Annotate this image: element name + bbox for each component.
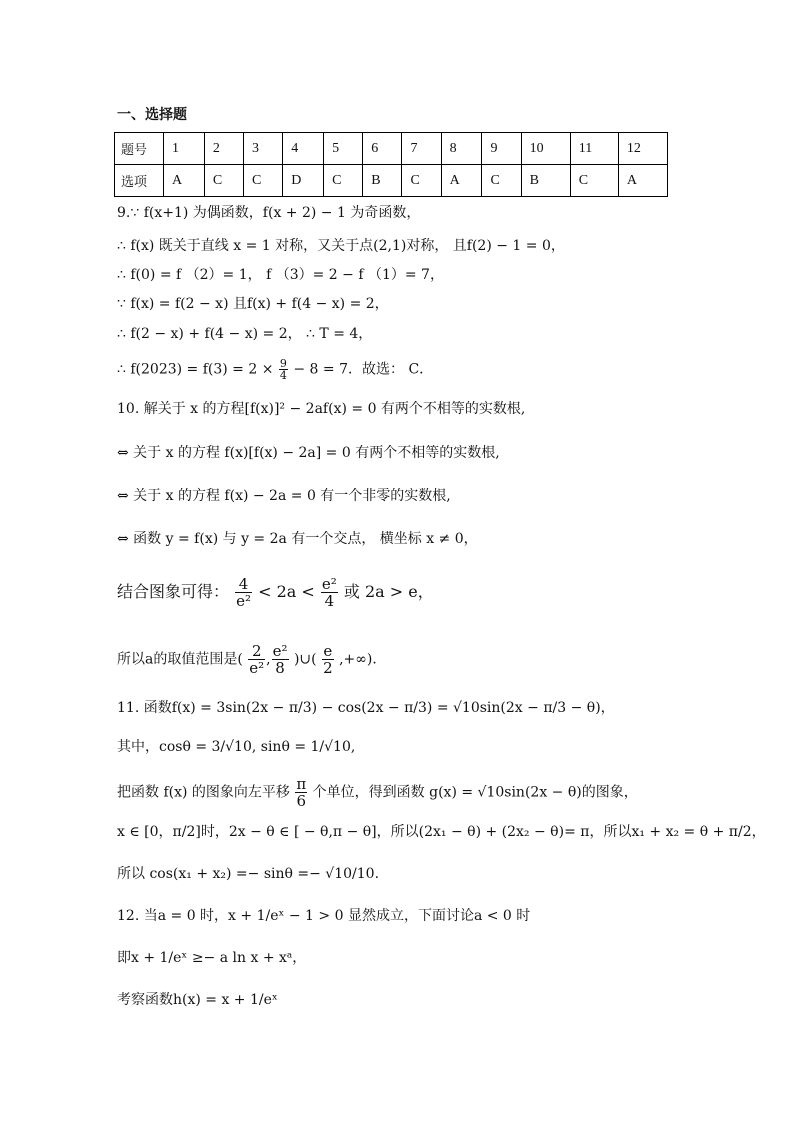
table-cell: C — [402, 165, 441, 197]
text: < 2a < — [258, 582, 315, 601]
table-cell: 2 — [204, 133, 243, 165]
solution-line: 所以 cos(x₁ + x₂) =− sinθ =− √10/10. — [117, 866, 380, 882]
denominator: 2 — [323, 659, 333, 677]
section-title: 一、选择题 — [117, 107, 187, 123]
table-header-cell: 题号 — [115, 133, 164, 165]
solution-line: 其中，cosθ = 3/√10, sinθ = 1/√10, — [117, 739, 356, 755]
fraction — [272, 643, 289, 676]
solution-line: x ∈ [0，π/2]时，2x − θ ∈ [ − θ,π − θ]，所以(2x₁ − θ) + (2x₂ − θ)= π，所以x₁ + x₂ = θ + π/2， — [117, 824, 766, 840]
solution-line — [117, 358, 433, 381]
numerator: π — [296, 775, 307, 793]
solution-line: ⇔ 关于 x 的方程 f(x)[f(x) − 2a] = 0 有两个不相等的实数根, — [117, 445, 500, 461]
table-header-cell: 选项 — [115, 165, 164, 197]
table-cell: C — [570, 165, 618, 197]
table-cell: 6 — [363, 133, 402, 165]
fraction — [235, 576, 252, 609]
denominator: 4 — [279, 369, 287, 382]
numerator: 2 — [248, 643, 265, 660]
denominator: 6 — [296, 792, 307, 810]
solution-line: 9.∵ f(x+1) 为偶函数，f(x + 2) − 1 为奇函数， — [117, 205, 421, 221]
table-cell: 10 — [521, 133, 570, 165]
table-cell: A — [618, 165, 667, 197]
text: 个单位，得到函数 g(x) = √10sin(2x − θ)的图象， — [312, 784, 638, 801]
table-cell: 9 — [482, 133, 521, 165]
solution-line: ⇔ 关于 x 的方程 f(x) − 2a = 0 有一个非零的实数根, — [117, 488, 451, 504]
denominator: 4 — [324, 592, 335, 610]
solution-line: 考察函数h(x) = x + 1/eˣ — [117, 992, 278, 1008]
solution-line — [117, 776, 638, 809]
denominator: 8 — [275, 659, 285, 677]
text: 所以a的取值范围是( — [117, 651, 243, 668]
table-cell: C — [244, 165, 283, 197]
solution-line: ∵ f(x) = f(2 − x) 且f(x) + f(4 − x) = 2， — [117, 296, 389, 312]
table-cell: 7 — [402, 133, 441, 165]
text: 或 2a > e， — [343, 582, 434, 601]
table-cell: 11 — [570, 133, 618, 165]
numerator: e² — [272, 642, 288, 660]
text: ,+∞)． — [339, 651, 387, 668]
table-cell: B — [363, 165, 402, 197]
table-cell: C — [324, 165, 363, 197]
table-cell: 1 — [164, 133, 205, 165]
text: 把函数 f(x) 的图象向左平移 — [117, 784, 290, 801]
solution-line: 10. 解关于 x 的方程[f(x)]² − 2af(x) = 0 有两个不相等的实数根, — [117, 401, 526, 417]
table-cell: 8 — [441, 133, 482, 165]
table-cell: A — [164, 165, 205, 197]
table-cell: 12 — [618, 133, 667, 165]
table-row — [115, 165, 668, 197]
fraction — [321, 576, 338, 609]
table-row — [115, 133, 668, 165]
table-cell: D — [283, 165, 324, 197]
table-cell: 4 — [283, 133, 324, 165]
solution-line: ∴ f(2 − x) + f(4 − x) = 2， ∴ T = 4， — [117, 326, 373, 342]
solution-line: ⇔ 函数 y = f(x) 与 y = 2a 有一个交点， 横坐标 x ≠ 0， — [117, 531, 478, 547]
table-cell: B — [521, 165, 570, 197]
fraction — [248, 643, 265, 676]
text: 结合图象可得： — [117, 582, 230, 601]
numerator: 4 — [235, 576, 252, 593]
solution-line: 即x + 1/eˣ ≥− a ln x + xᵃ， — [117, 950, 307, 966]
fraction — [295, 776, 307, 809]
answer-table — [114, 132, 668, 197]
table-cell: 3 — [244, 133, 283, 165]
table-cell: C — [204, 165, 243, 197]
denominator: e² — [249, 659, 265, 677]
numerator: e² — [321, 575, 337, 593]
solution-line: ∴ f(x) 既关于直线 x = 1 对称，又关于点(2,1)对称， 且f(2) − 1 = 0， — [117, 238, 565, 254]
solution-line — [117, 576, 434, 609]
solution-line: ∴ f(0) = f （2）= 1， f （3）= 2 − f （1）= 7， — [117, 267, 444, 283]
text: ∴ f(2023) = f(3) = 2 × — [117, 361, 274, 378]
table-cell: C — [482, 165, 521, 197]
fraction — [322, 643, 334, 676]
solution-line: 11. 函数f(x) = 3sin(2x − π/3) − cos(2x − π/3) = √10sin(2x − π/3 − θ)， — [117, 700, 615, 716]
denominator: e² — [236, 592, 251, 610]
table-cell: 5 — [324, 133, 363, 165]
text: − 8 = 7．故选： C． — [293, 361, 434, 378]
solution-line: 所以a的取值范围是( $\frac{2}{\text{e²}}$ , $\frac{\text{e²}}{8}$ )∪( $\frac{e}{2}$ ,+∞)． — [117, 642, 387, 677]
table-cell: A — [441, 165, 482, 197]
text: )∪( — [293, 651, 317, 668]
numerator: 9 — [279, 357, 287, 370]
numerator: e — [323, 642, 333, 660]
fraction — [279, 358, 288, 381]
solution-line: 12. 当a = 0 时，x + 1/eˣ − 1 > 0 显然成立，下面讨论a < 0 时 — [117, 908, 531, 924]
